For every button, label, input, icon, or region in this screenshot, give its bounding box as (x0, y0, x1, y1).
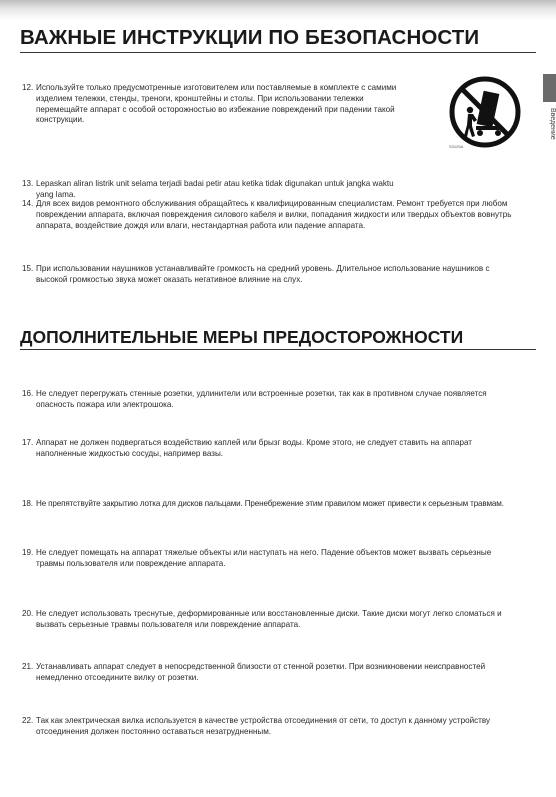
item-text: Для всех видов ремонтного обслуживания обращайтесь к квалифицированным специалистам. Ремонт требуется при любом повреждении аппарата, включая повреждения силового кабеля и вилки, попадания жидкости или твердых объектов вовнутрь аппарата, воздействие дождя или влаги, нестандартная работа или падение аппарата. (36, 199, 512, 230)
item-text: Устанавливать аппарат следует в непосредственной близости от стенной розетки. При возникновении неисправностей немедленно отсоедините вилку от розетки. (36, 662, 486, 682)
title-underline (20, 52, 536, 53)
item-text: Не следует перегружать стенные розетки, удлинители или встроенные розетки, так как в противном случае появляется опасность пожара или электрошока. (36, 389, 487, 409)
section-title: ДОПОЛНИТЕЛЬНЫЕ МЕРЫ ПРЕДОСТОРОЖНОСТИ (20, 327, 464, 347)
item-text: Так как электрическая вилка используется в качестве устройства отсоединения от сети, то доступ к данному устройству отсоединения должен постоянно оставаться незатрудненным. (36, 716, 491, 736)
section-tab-label: Введение (549, 108, 556, 140)
list-item (22, 199, 518, 231)
item-number: 15. (22, 264, 34, 273)
item-number: 13. (22, 179, 34, 188)
list-item (22, 179, 412, 201)
list-item (22, 609, 532, 631)
item-text: Не следует помещать на аппарат тяжелые объекты или наступать на него. Падение объектов может вызвать серьезные травмы пользователя или повреждение аппарата. (36, 548, 492, 568)
item-number: 20. (22, 609, 34, 618)
top-gradient-bar (0, 0, 556, 20)
list-item (22, 548, 520, 570)
item-number: 16. (22, 389, 34, 398)
cart-warning-icon (446, 76, 524, 154)
item-number: 19. (22, 548, 34, 557)
list-item (22, 83, 402, 126)
item-number: 18. (22, 499, 33, 508)
item-text: Lepaskan aliran listrik unit selama terjadi badai petir atau ketika tidak digunakan untuk jangka waktu yang lama. (36, 179, 394, 199)
list-item (22, 499, 534, 510)
item-text: Не следует использовать треснутые, деформированные или восстановленные диски. Такие диски могут легко сломаться и вызвать серьезные травмы пользователя или повреждение аппарата. (36, 609, 502, 629)
item-number: 14. (22, 199, 34, 208)
list-item (22, 389, 520, 411)
section-tab-marker (543, 74, 556, 102)
item-text: Используйте только предусмотренные изготовителем или поставляемые в комплекте с самими изделием тележки, стенды, треноги, кронштейны и столы. При использовании тележки перемещайте аппарат с особой осторожностью во избежание повреждений при падении такой конструкции. (36, 83, 397, 125)
page-title: ВАЖНЫЕ ИНСТРУКЦИИ ПО БЕЗОПАСНОСТИ (20, 26, 480, 49)
section-underline (20, 349, 536, 350)
item-text: Аппарат не должен подвергаться воздействию каплей или брызг воды. Кроме этого, не следует ставить на аппарат наполненные жидкостью сосуды, например вазы. (36, 438, 472, 458)
item-number: 22. (22, 716, 34, 725)
item-number: 21. (22, 662, 34, 671)
cart-icon-caption: S3125A (449, 144, 464, 149)
list-item (22, 438, 520, 460)
list-item (22, 264, 522, 286)
list-item (22, 716, 524, 738)
item-number: 17. (22, 438, 34, 447)
item-number: 12. (22, 83, 34, 92)
item-text: При использовании наушников устанавливайте громкость на средний уровень. Длительное использование наушников с высокой громкостью звука может оказать негативное влияние на слух. (36, 264, 490, 284)
item-text: Не препятствуйте закрытию лотка для дисков пальцами. Пренебрежение этим правилом может привести к серьезным травмам. (36, 499, 504, 508)
list-item (22, 662, 522, 684)
